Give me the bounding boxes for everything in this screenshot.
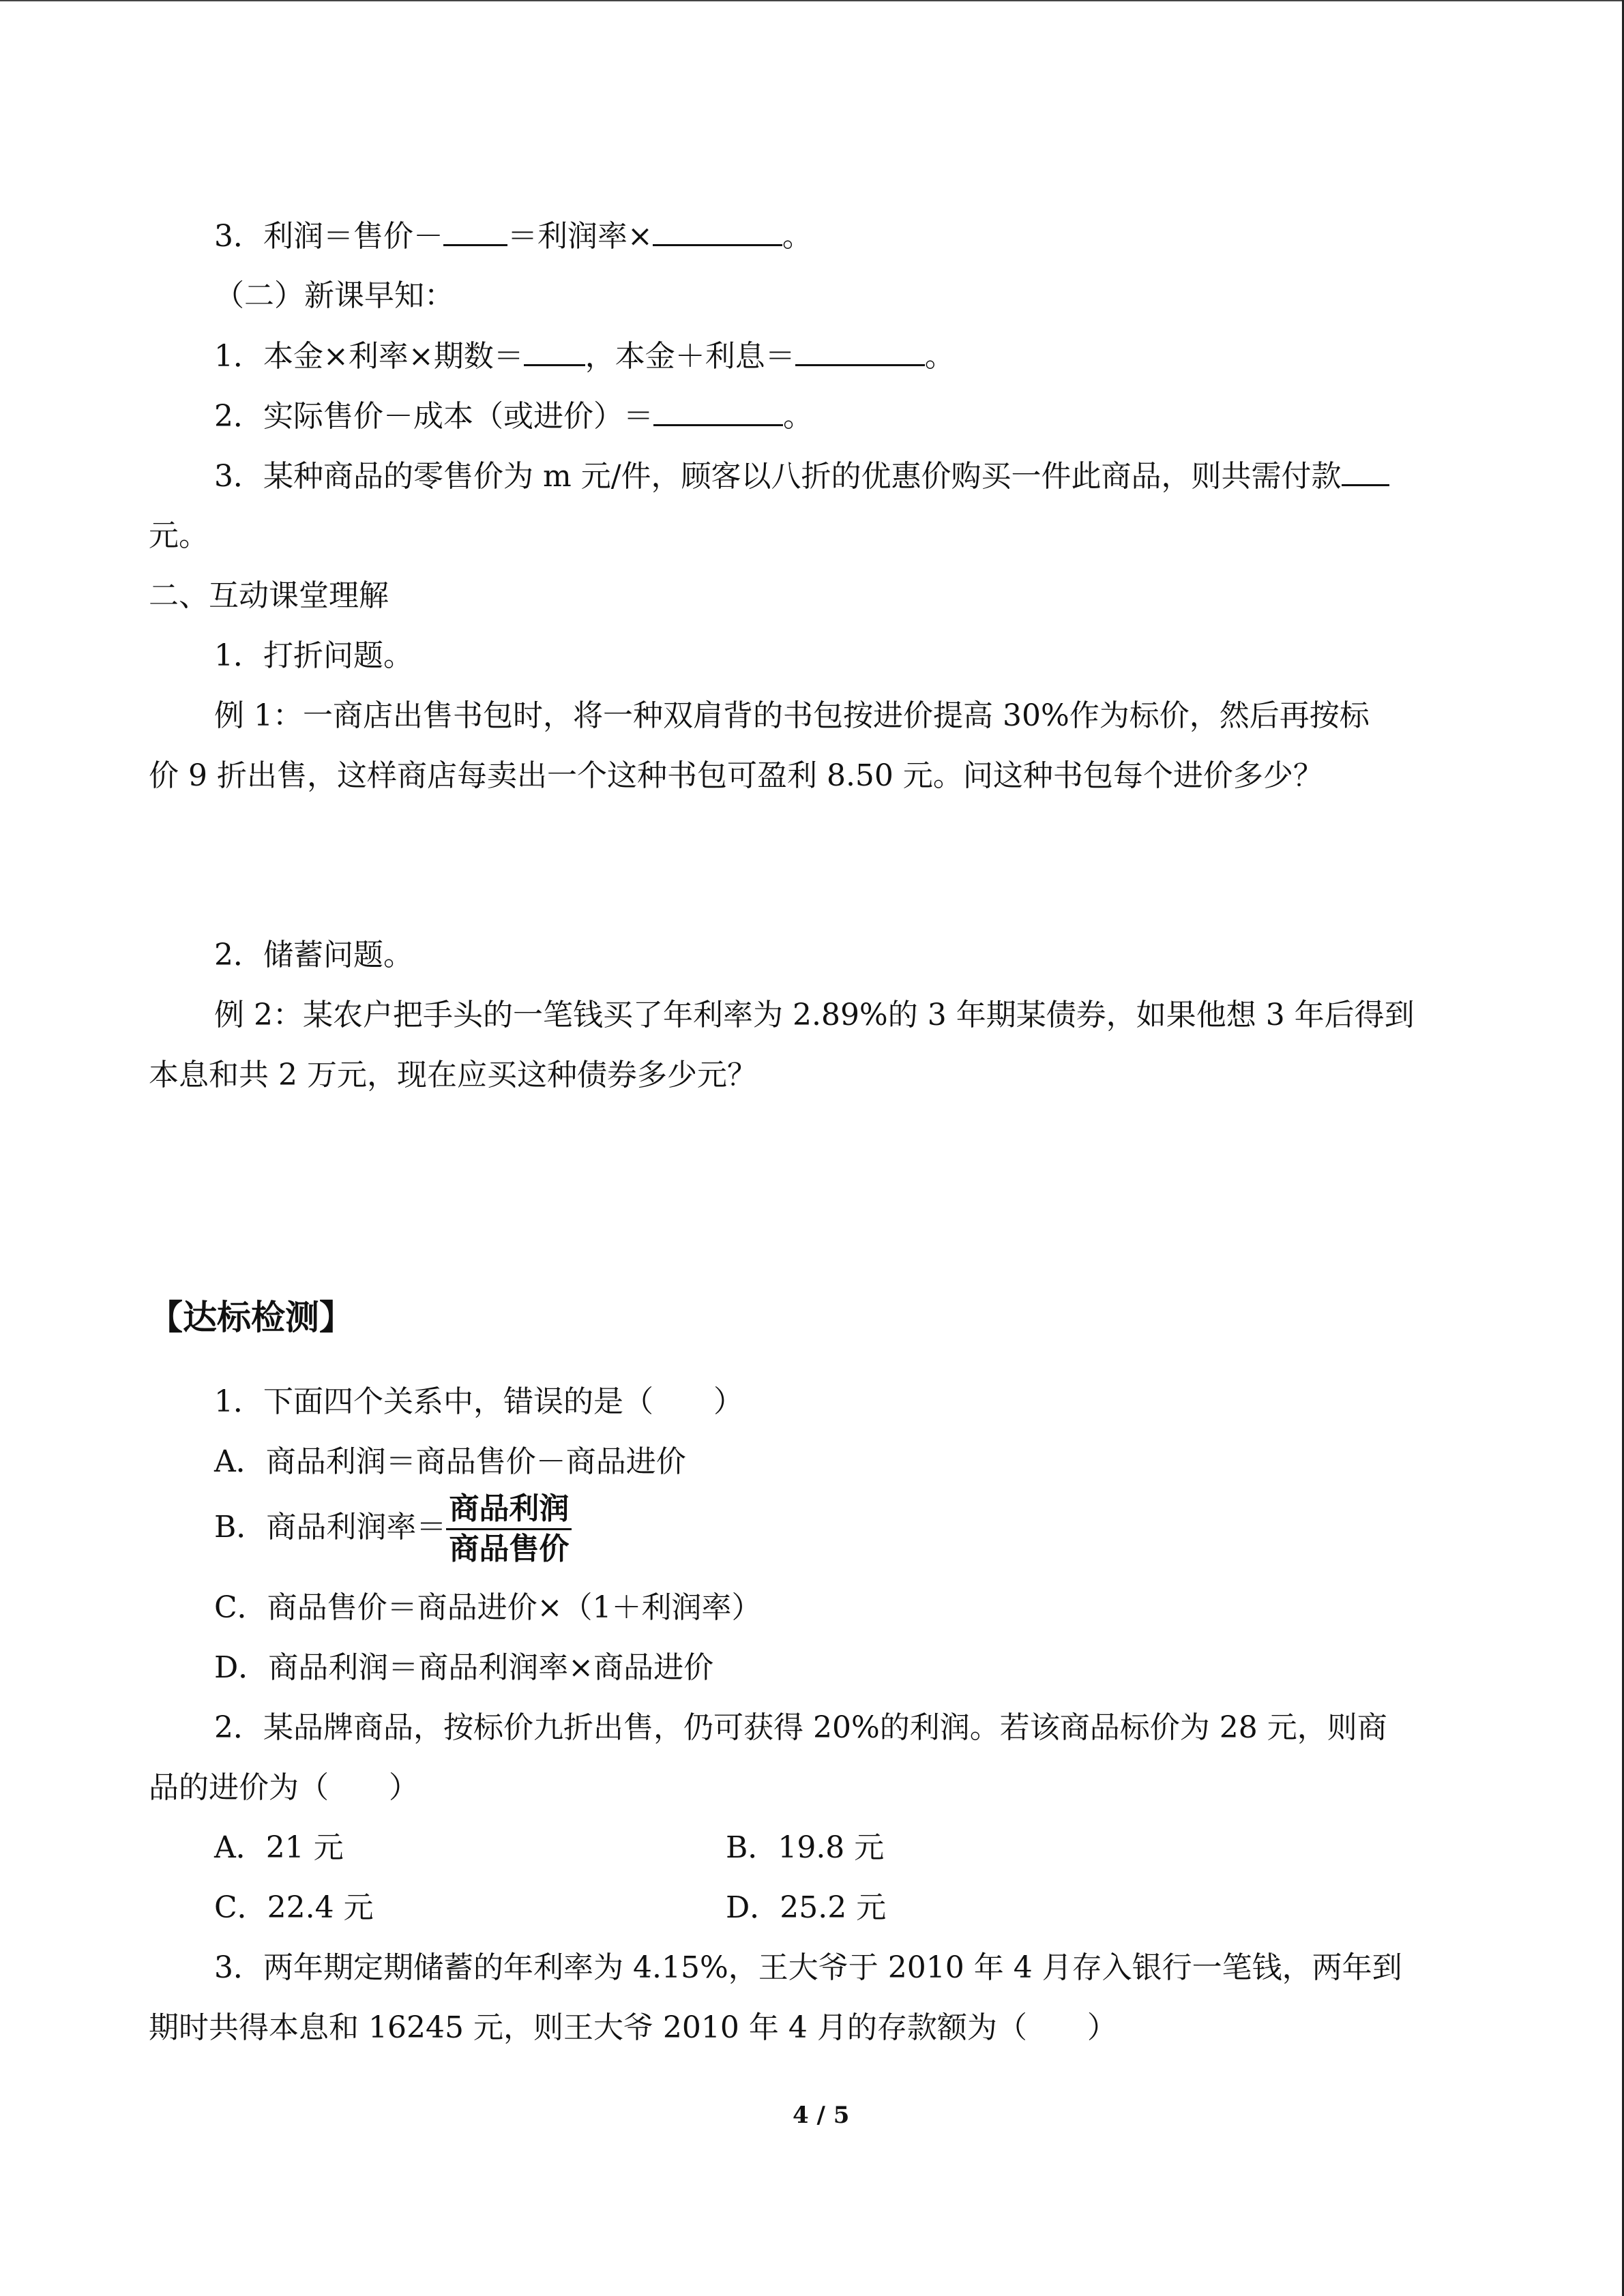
question-2-option-c: C．22.4 元 xyxy=(214,1890,374,1925)
answer-blank[interactable] xyxy=(1342,457,1389,486)
question-1-option-a: A．商品利润＝商品售价－商品进价 xyxy=(214,1444,686,1479)
question-2-option-b: B．19.8 元 xyxy=(726,1830,885,1865)
answer-blank[interactable] xyxy=(443,217,507,246)
section-heading-test: 【达标检测】 xyxy=(149,1298,353,1337)
review-item-3: 3．利润＝售价－ ＝利润率× 。 xyxy=(214,217,812,256)
question-2-line-1: 2．某品牌商品，按标价九折出售，仍可获得 20%的利润。若该商品标价为 28 元，则商 xyxy=(214,1710,1387,1745)
question-1-option-d: D．商品利润＝商品利润率×商品进价 xyxy=(214,1650,714,1685)
question-2-option-a: A．21 元 xyxy=(214,1830,344,1865)
question-2-option-d: D．25.2 元 xyxy=(726,1890,887,1925)
new-item-3: 3．某种商品的零售价为 m 元/件，顾客以八折的优惠价购买一件此商品，则共需付款 xyxy=(214,457,1389,496)
section-heading-interactive: 二、互动课堂理解 xyxy=(149,578,389,613)
question-2-line-2: 品的进价为（ ） xyxy=(149,1770,419,1805)
profit-rate-fraction: $\frac{\text{商品利润}}{\text{商品售价}}$ xyxy=(446,1490,572,1568)
answer-blank[interactable] xyxy=(795,337,925,366)
page-number: 4 / 5 xyxy=(793,2102,850,2129)
question-3-line-1: 3．两年期定期储蓄的年利率为 4.15%，王大爷于 2010 年 4 月存入银行一笔钱，两年到 xyxy=(214,1950,1402,1985)
topic-savings: 2．储蓄问题。 xyxy=(214,938,413,972)
question-1: 1．下面四个关系中，错误的是（ ） xyxy=(214,1384,743,1419)
answer-blank[interactable] xyxy=(653,217,782,246)
answer-blank[interactable] xyxy=(524,337,585,366)
answer-blank[interactable] xyxy=(653,397,783,426)
question-1-option-b: B．商品利润率＝ $\frac{\text{商品利润}}{\text{商品售价}}$ xyxy=(214,1487,572,1568)
new-item-1: 1．本金×利率×期数＝ ，本金＋利息＝ 。 xyxy=(214,337,955,376)
example-2-line-2: 本息和共 2 万元，现在应买这种债券多少元？ xyxy=(149,1058,757,1092)
question-3-line-2: 期时共得本息和 16245 元，则王大爷 2010 年 4 月的存款额为（ ） xyxy=(149,2010,1117,2045)
section-new-lesson: （二）新课早知： xyxy=(214,278,454,313)
page-top-border xyxy=(0,0,1624,1)
new-item-2: 2．实际售价－成本（或进价）＝ 。 xyxy=(214,397,813,436)
example-2-line-1: 例 2：某农户把手头的一笔钱买了年利率为 2.89%的 3 年期某债券，如果他想 3 年后得到 xyxy=(214,998,1415,1032)
example-1-line-2: 价 9 折出售，这样商店每卖出一个这种书包可盈利 8.50 元。问这种书包每个进价多少？ xyxy=(149,758,1323,793)
new-item-3-cont: 元。 xyxy=(149,518,209,553)
example-1-line-1: 例 1：一商店出售书包时，将一种双肩背的书包按进价提高 30%作为标价，然后再按标 xyxy=(214,698,1370,733)
question-1-option-c: C．商品售价＝商品进价×（1＋利润率） xyxy=(214,1590,762,1625)
topic-discount: 1．打折问题。 xyxy=(214,638,413,673)
